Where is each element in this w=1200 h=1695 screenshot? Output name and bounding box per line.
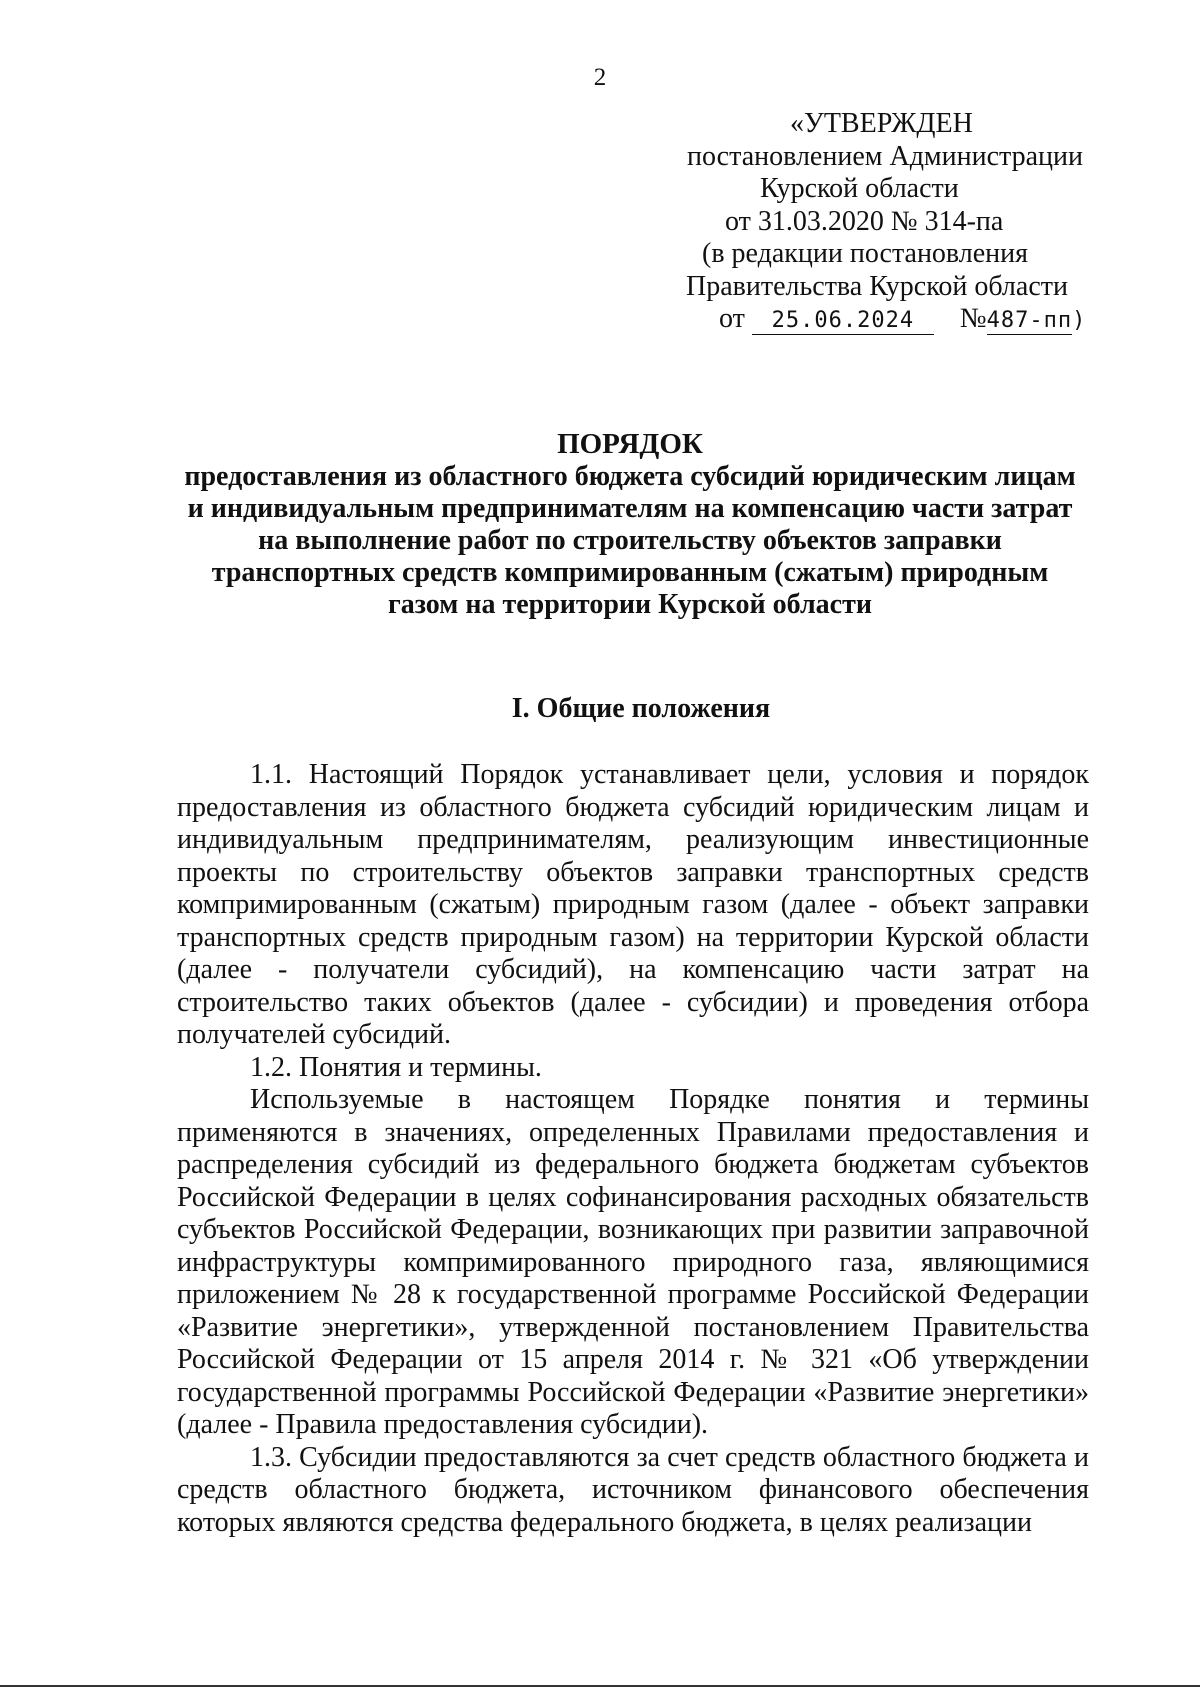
approval-line-government: Правительства Курской области [686, 270, 1068, 302]
page-bottom-edge [0, 1685, 1200, 1687]
amendment-number-label: № [959, 303, 987, 334]
title-line-4: транспортных средств компримированным (сжатым) природным [211, 557, 1049, 588]
title-line-2: и индивидуальным предпринимателям на компенсацию части затрат [187, 493, 1073, 524]
approval-line-original-date: от 31.03.2020 № 314-па [725, 205, 1004, 237]
body-text [177, 759, 1089, 1539]
paragraph-1-2: 1.2. Понятия и термины. [250, 1051, 542, 1083]
title-main: ПОРЯДОК [557, 428, 703, 460]
title-line-5: газом на территории Курской области [388, 589, 872, 620]
page-number: 2 [593, 64, 607, 91]
amendment-from-label: от [719, 303, 745, 334]
approval-line-amendment [660, 303, 1100, 338]
amendment-closing-paren: ) [1072, 308, 1087, 333]
approval-line-resolution: постановлением Администрации [687, 140, 1083, 172]
title-line-3: на выполнение работ по строительству объектов заправки [258, 525, 1002, 556]
amendment-number-stamp: 487-пп [986, 308, 1073, 333]
approval-block [660, 108, 1100, 338]
approval-line-edition: (в редакции постановления [702, 238, 1029, 269]
paragraph-1-1: 1.1. Настоящий Порядок устанавливает цели, условия и порядок предоставления из областного бюджета субсидий юридическим лицам и индивидуальным предпринимателям, реализующим инвестиционные проекты по строительству объектов заправки транспортных средств компримированным (сжатым) природным газом (далее - объект заправки транспортных средств природным газом) на территории Курской области (далее - получатели субсидий), на компенсацию части затрат на строительство таких объектов (далее - субсидии) и проведения отбора получателей субсидий. [177, 759, 1089, 1050]
document-title [170, 428, 1090, 621]
paragraph-terms: Используемые в настоящем Порядке понятия и термины применяются в значениях, определенных Правилами предоставления и распределения субсидий из федерального бюджета бюджетам субъектов Российской Федерации в целях софинансирования расходных обязательств субъектов Российской Федерации, возникающих при развитии заправочной инфраструктуры компримированного природного газа, являющимися приложением № 28 к государственной программе Российской Федерации «Развитие энергетики», утвержденной постановлением Правительства Российской Федерации от 15 апреля 2014 г. № 321 «Об утверждении государственной программы Российской Федерации «Развитие энергетики» (далее - Правила предоставления субсидии). [177, 1084, 1089, 1440]
amendment-date-stamp: 25.06.2024 [752, 308, 934, 335]
paragraph-1-3: 1.3. Субсидии предоставляются за счет средств областного бюджета и средств областного бюджета, источником финансового обеспечения которых являются средства федерального бюджета, в целях реализации [177, 1441, 1089, 1538]
title-line-1: предоставления из областного бюджета субсидий юридическим лицам [184, 461, 1076, 492]
section-heading: I. Общие положения [511, 693, 771, 724]
approval-line-region: Курской области [760, 173, 959, 204]
approval-line-approved: «УТВЕРЖДЕН [790, 108, 973, 139]
